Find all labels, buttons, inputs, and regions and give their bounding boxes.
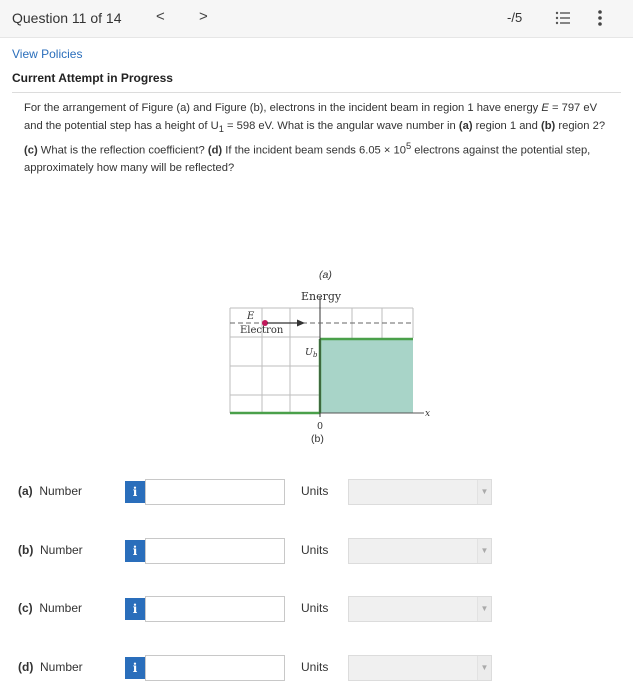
number-label: Number — [39, 601, 83, 615]
potential-step-figure — [227, 267, 431, 457]
next-question-button[interactable]: > — [199, 8, 208, 25]
number-label: Number — [40, 543, 83, 557]
units-dropdown-b[interactable] — [348, 538, 492, 564]
score-display: -/5 — [507, 10, 523, 25]
answer-row-d — [18, 655, 489, 681]
energy-E-label: E — [247, 311, 255, 322]
energy-axis-label: Energy — [301, 290, 342, 303]
attempt-status: Current Attempt in Progress — [12, 71, 173, 85]
question-text: For the arrangement of Figure (a) and Figure (b), electrons in the incident beam in region 1 have energy E = 797 eV and the potential step has a height of $U_1 = 598$ eV. What is the angular wave number in (a) region 1 and (b) region 2? (c) What is the reflection coefficient? (d) If the incident beam sends $6.05 \times 10^5$ electrons against the potential step, approximately how many will be reflected? — [24, 102, 606, 175]
potential-step-region — [320, 339, 413, 413]
origin-zero-label: 0 — [317, 421, 324, 432]
units-label: Units — [301, 543, 329, 557]
potential-step-diagram — [227, 267, 431, 437]
part-label: (b) — [18, 543, 34, 557]
part-label: (c) — [18, 601, 33, 615]
units-label: Units — [301, 660, 329, 674]
question-counter: Question 11 of 14 — [12, 10, 122, 26]
view-policies-link[interactable]: View Policies — [12, 47, 83, 61]
info-icon[interactable]: i — [125, 481, 145, 503]
top-bar — [0, 0, 633, 38]
chevron-down-icon: ▼ — [477, 656, 491, 680]
chevron-down-icon: ▼ — [477, 539, 491, 563]
units-label: Units — [301, 601, 329, 615]
svg-text:Ub — [305, 347, 318, 359]
units-dropdown-d[interactable] — [348, 655, 492, 681]
part-label: (a) — [18, 484, 33, 498]
info-icon[interactable]: i — [125, 540, 145, 562]
answer-input-b[interactable] — [145, 538, 285, 564]
answer-row-c — [18, 596, 489, 622]
answer-input-d[interactable] — [145, 655, 285, 681]
number-label: Number — [39, 484, 83, 498]
answer-input-c[interactable] — [145, 596, 285, 622]
units-dropdown-a[interactable] — [348, 479, 492, 505]
answer-row-b — [18, 538, 489, 564]
figure-b-label: (b) — [311, 433, 324, 445]
chevron-down-icon: ▼ — [477, 480, 491, 504]
units-dropdown-c[interactable] — [348, 596, 492, 622]
info-icon[interactable]: i — [125, 598, 145, 620]
figure-a-label: (a) — [319, 269, 332, 281]
previous-question-button[interactable]: < — [156, 8, 165, 25]
units-label: Units — [301, 484, 329, 498]
electron-label: Electron — [240, 325, 284, 336]
answer-input-a[interactable] — [145, 479, 285, 505]
part-label: (d) — [18, 660, 34, 674]
step-height-subscript: b — [313, 351, 318, 359]
list-icon[interactable] — [555, 10, 571, 26]
chevron-down-icon: ▼ — [477, 597, 491, 621]
number-label: Number — [40, 660, 83, 674]
answer-row-a — [18, 479, 489, 505]
step-height-label: U — [305, 347, 314, 358]
more-vertical-icon[interactable] — [596, 8, 604, 28]
x-axis-label: x — [425, 409, 431, 419]
info-icon[interactable]: i — [125, 657, 145, 679]
